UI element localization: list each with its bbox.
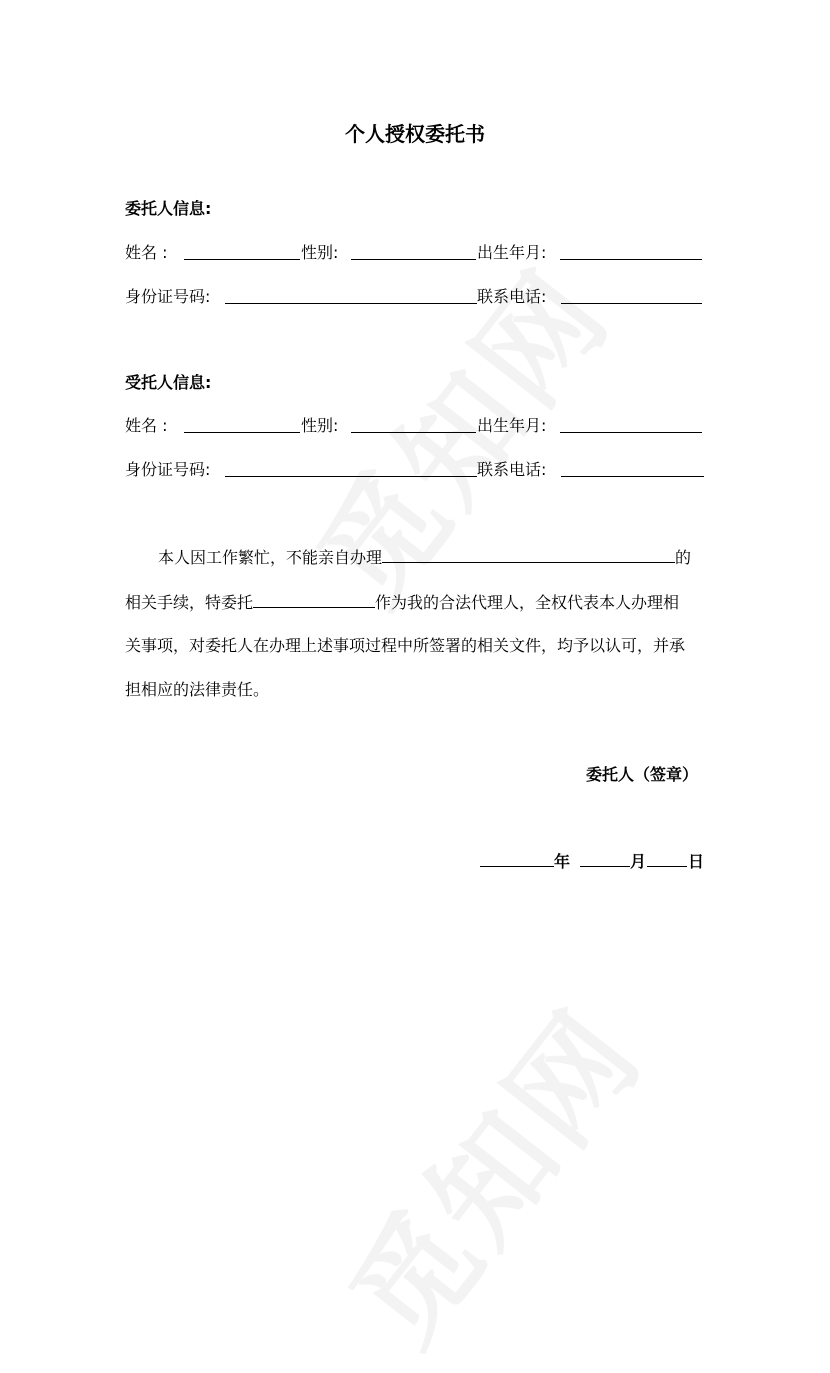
principal-name-field[interactable] — [184, 259, 300, 260]
body-line-1 — [158, 545, 691, 568]
body-line-1-prefix: 本人因工作繁忙，不能亲自办理 — [158, 548, 383, 567]
agent-phone-label: 联系电话: — [477, 460, 547, 479]
principal-birth-label: 出生年月: — [477, 243, 547, 262]
year-label: 年 — [554, 852, 571, 871]
agent-gender-label: 性别: — [301, 416, 339, 435]
agent-phone-field[interactable] — [561, 476, 704, 477]
body-line-2-suffix: 作为我的合法代理人，全权代表本人办理相 — [375, 593, 680, 612]
principal-gender-label: 性别: — [301, 243, 339, 262]
principal-phone-label: 联系电话: — [477, 287, 547, 306]
principal-gender-field[interactable] — [351, 259, 476, 260]
agent-name-inline-field[interactable] — [253, 593, 375, 608]
month-field[interactable] — [580, 866, 630, 867]
principal-row-basic — [125, 240, 705, 262]
principal-heading: 委托人信息: — [125, 199, 212, 218]
agent-row-basic — [125, 413, 705, 435]
watermark — [305, 969, 673, 1373]
agent-name-label: 姓名 : — [125, 416, 168, 435]
agent-name-field[interactable] — [184, 432, 300, 433]
agent-id-field[interactable] — [225, 476, 477, 477]
body-line-2-prefix: 相关手续，特委托 — [125, 593, 254, 612]
body-line-3: 关事项，对委托人在办理上述事项过程中所签署的相关文件，均予以认可，并承 — [125, 636, 686, 655]
agent-row-contact — [125, 457, 707, 479]
agent-id-label: 身份证号码: — [125, 460, 211, 479]
signature-label: 委托人（签章） — [586, 765, 699, 784]
principal-id-field[interactable] — [225, 303, 477, 304]
month-label: 月 — [630, 852, 647, 871]
day-label: 日 — [688, 852, 705, 871]
principal-name-label: 姓名 : — [125, 243, 168, 262]
agent-gender-field[interactable] — [351, 432, 476, 433]
page-title: 个人授权委托书 — [345, 122, 485, 146]
matter-field[interactable] — [382, 548, 675, 563]
body-line-4: 担相应的法律责任。 — [125, 680, 270, 699]
principal-birth-field[interactable] — [560, 259, 702, 260]
principal-row-contact — [125, 284, 705, 306]
year-field[interactable] — [480, 866, 554, 867]
agent-birth-label: 出生年月: — [477, 416, 547, 435]
principal-id-label: 身份证号码: — [125, 287, 211, 306]
agent-heading: 受托人信息: — [125, 373, 212, 392]
body-line-2 — [125, 590, 679, 613]
day-field[interactable] — [647, 866, 687, 867]
body-line-1-suffix: 的 — [675, 548, 692, 567]
principal-phone-field[interactable] — [561, 303, 702, 304]
agent-birth-field[interactable] — [560, 432, 702, 433]
